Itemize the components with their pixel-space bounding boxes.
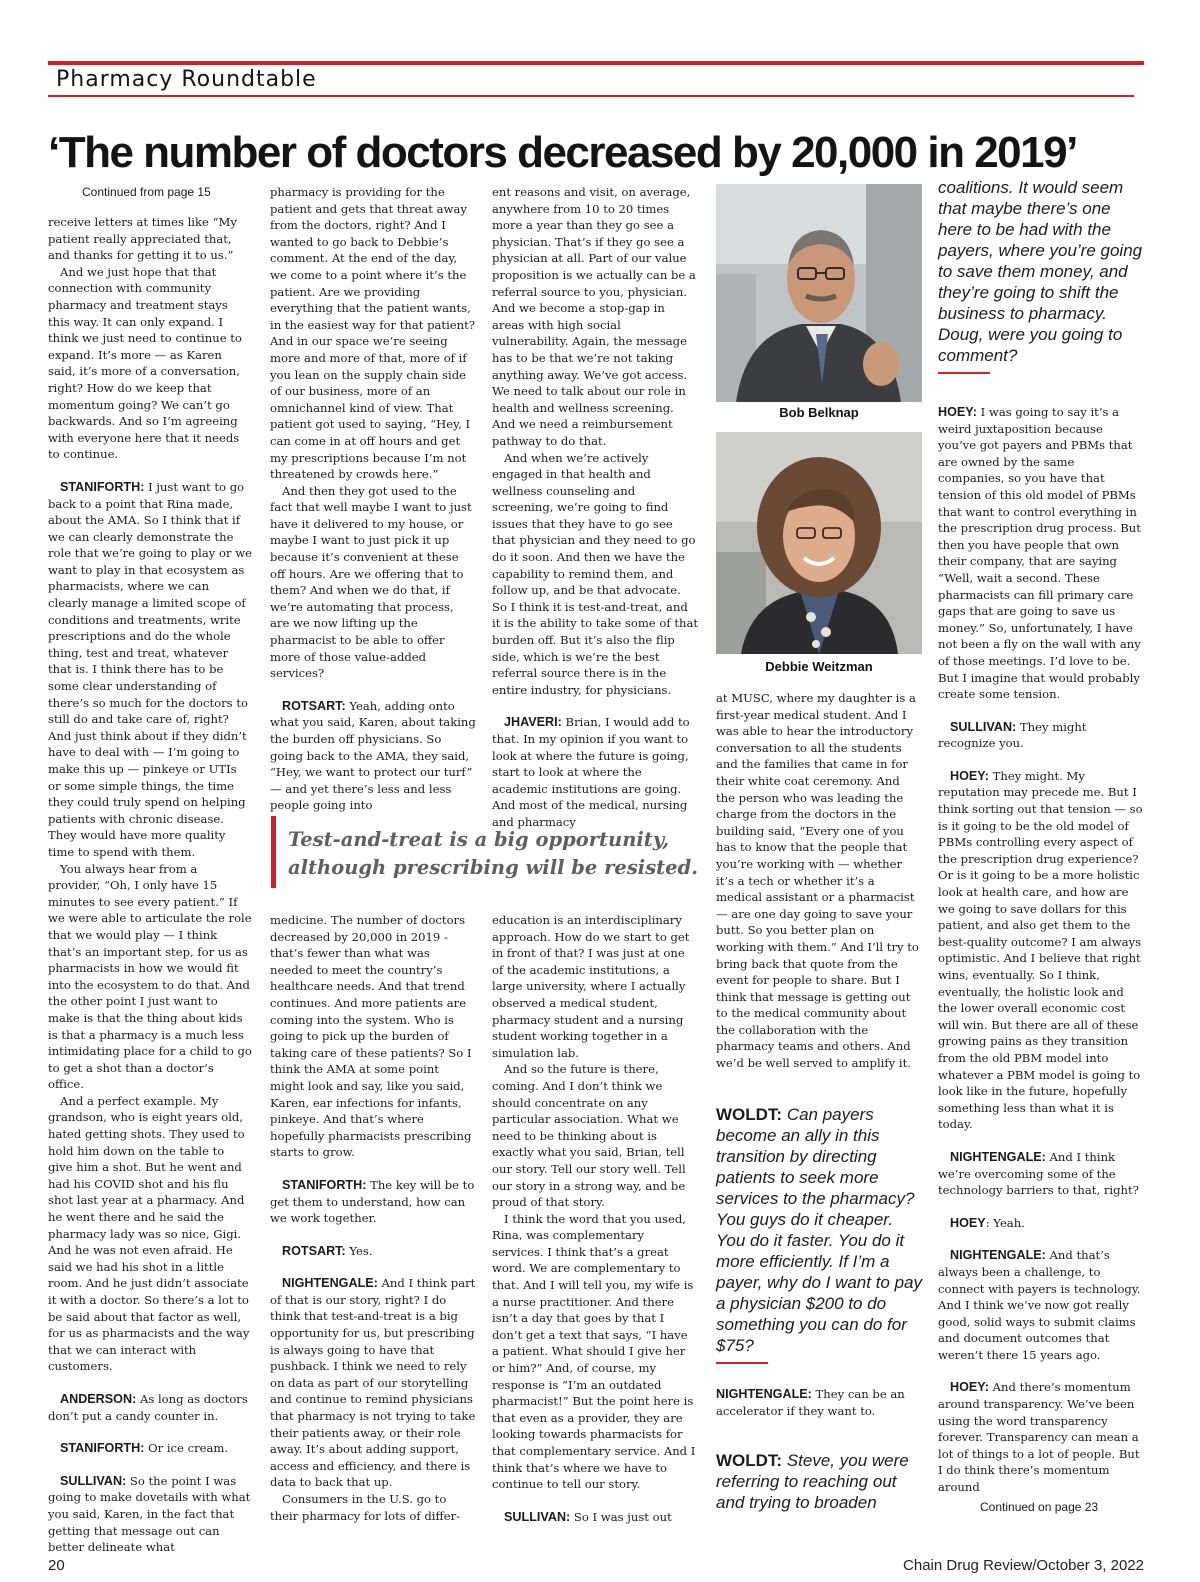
speaker-label: STANIFORTH:: [60, 1441, 145, 1456]
speaker-paragraph: [938, 1149, 1144, 1199]
speaker-label: NIGHTENGALE:: [716, 1387, 812, 1401]
top-rule: [48, 61, 1144, 65]
page-headline: ‘The number of doctors decreased by 20,000 in 2019’: [48, 128, 1077, 177]
column-5: [938, 404, 1144, 1495]
paragraph-text: And we just hope that that connection with community pharmacy and treatment stays this way. It can only expand. I think we just need to continue to expand. It’s more — as Karen said, it’s more of a conversation, right? How do we keep that momentum going? We can’t go backwards. And so I’m agreeing with everyone here that it needs to continue.: [48, 264, 242, 462]
column-3-bottom: [492, 912, 698, 1542]
speaker-label: NIGHTENGALE:: [282, 1276, 378, 1291]
body-paragraph: [492, 912, 698, 1061]
body-paragraph: [270, 184, 476, 483]
speaker-label: HOEY: [950, 1215, 986, 1230]
speaker-paragraph: [938, 768, 1144, 1133]
speaker-label: ROTSART:: [282, 1243, 346, 1258]
speaker-paragraph: [270, 698, 476, 814]
woldt-question-continued: coalitions. It would seem that maybe there’s one here to be had with the payers, where you’re going to save them money, and they’re going to shift the business to pharmacy. Doug, were you going to comment?: [938, 178, 1143, 365]
speaker-label: STANIFORTH:: [282, 1177, 367, 1192]
speaker-label: JHAVERI:: [504, 715, 562, 730]
paragraph-text: And so the future is there, coming. And I don’t think we should concentrate on any particular association. What we need to be thinking about is exactly what you said, Brian, tell our story. Tell our story well. Tell our story in a strong way, and be proud of that story.: [492, 1062, 686, 1210]
section-label: Pharmacy Roundtable: [56, 67, 317, 92]
speaker-paragraph: [938, 1379, 1144, 1495]
speaker-label: SULLIVAN:: [950, 719, 1017, 734]
question-rule-1: [716, 1362, 768, 1364]
column-2-bottom: [270, 912, 476, 1542]
body-paragraph: [492, 450, 698, 699]
body-paragraph: [492, 184, 698, 450]
speaker-label: HOEY:: [950, 768, 989, 783]
speaker-label: SULLIVAN:: [504, 1509, 571, 1524]
speaker-paragraph: [938, 404, 1144, 703]
paragraph-text: And when we’re actively engaged in that health and wellness counseling and screening, we’re going to find issues that they have to go see that physician and they need to go do it soon. And then we have the capability to remind them, and follow up, and be that advocate. So I think it is test-and-treat, and it is the ability to take some of that burden off. But it’s also the flip side, which is we’re the best referral source there is in the entire industry, for physicians.: [492, 450, 699, 697]
paragraph-text: I think the word that you used, Rina, was complementary services. I think that’s a great word. We are complementary to that. And I will tell you, my wife is a nurse practitioner. And there isn’t a day that goes by that I don’t get a text that says, “I have a patient. What should I give her or him?” And, of course, my response is “I’m an outdated pharmacist!” But the point here is that even as a provider, they are looking towards pharmacists for that complementary service. And I think that’s where we have to continue to tell our story.: [492, 1211, 696, 1492]
speaker-paragraph: [938, 719, 1144, 752]
paragraph-text: And I think we’re overcoming some of the technology barriers to that, right?: [938, 1149, 1139, 1198]
speaker-label: HOEY:: [938, 405, 977, 419]
body-paragraph: [492, 1061, 698, 1210]
paragraph-text: They can be an accelerator if they want to.: [716, 1387, 905, 1418]
speaker-paragraph: [48, 1391, 252, 1424]
paragraph-text: at MUSC, where my daughter is a first-year medical student. And I was able to hear the introductory conversation to all the students and the families that came in for their white coat ceremony. And the person who was leading the charge from the doctors in the building said, “Every one of you has to know that the people that you’re working with — whether it’s a tech or whether it’s a medical assistant or a pharmacist — are one day going to save your butt. So you better plan on working with them.” And I’ll try to bring back that quote from the event for people to share. But I think that message is getting out to the medical community about the collaboration with the pharmacy teams and others. And we’d be well served to amplify it.: [716, 691, 919, 1071]
speaker-label: SULLIVAN:: [60, 1473, 127, 1488]
speaker-label: ROTSART:: [282, 698, 346, 713]
portrait-woman-icon: [716, 432, 922, 654]
paragraph-text: So the point I was going to make dovetails with what you said, Karen, in the fact that getting that message out can better delineate what: [48, 1473, 251, 1555]
speaker-paragraph: [938, 1215, 1144, 1232]
publication-line: Chain Drug Review/October 3, 2022: [903, 1557, 1144, 1574]
question-text: Can payers become an ally in this transition by directing patients to seek more services to the pharmacy? You guys do it cheaper. You do it faster. You do it more efficiently. If I’m a payer, why do I want to pay a physician $200 to do something you can do for $75?: [716, 1105, 923, 1355]
body-paragraph: [716, 690, 922, 1072]
paragraph-text: They might recognize you.: [938, 719, 1087, 751]
paragraph-text: I was going to say it’s a weird juxtaposition because you’ve got payers and PBMs that are owned by the same companies, so you have that tension of this old model of PBMs that want to control everything in the prescription drug process. But then you have people that own their company, that are saying “Well, wait a second. These pharmacists can fill primary care gaps that are going to save us money.” So, unfortunately, I have not been a fly on the wall with any of those meetings. I’d love to be. But I imagine that would probably create some tension.: [938, 405, 1141, 702]
speaker-paragraph: [938, 1247, 1144, 1363]
paragraph-text: They might. My reputation may precede me. But I think sorting out that tension — so is it going to be the old model of PBMs controlling every aspect of the prescription drug experience? Or is it going to be a more holistic look at health care, and how are we going to save dollars for this patient, and also get them to the best-quality outcome? I am always optimistic. And I believe that right wins, eventually. So I think, eventually, the holistic look and the lower overall economic cost will win. But there are all of these growing pains as they transition from the old PBM model into whatever a PBM model is going to look like in the future, hopefully something less than what it is today.: [938, 768, 1143, 1132]
paragraph-text: So I was just out: [570, 1509, 672, 1524]
continued-from-note: Continued from page 15: [82, 185, 211, 199]
paragraph-text: And that’s always been a challenge, to connect with payers is technology. And I think we’ve now got really good, solid ways to submit claims and document outcomes that weren’t there 15 years ago.: [938, 1248, 1141, 1362]
column-1: [48, 214, 252, 1555]
continued-on-note: Continued on page 23: [980, 1500, 1099, 1514]
body-paragraph: [270, 483, 476, 682]
paragraph-text: Consumers in the U.S. go to their pharmacy for lots of differ-: [270, 1492, 461, 1523]
paragraph-text: As long as doctors don’t put a candy counter in.: [48, 1391, 248, 1423]
body-paragraph: [48, 214, 252, 264]
paragraph-text: And there’s momentum around transparency. We’ve been using the word transparency forever. Transparency can mean a lot of things to a lot of people. But I do think there’s momentum around: [938, 1380, 1140, 1495]
photo-caption-2: Debbie Weitzman: [765, 659, 873, 674]
column-3-top: [492, 184, 699, 829]
body-paragraph: [270, 1491, 476, 1524]
body-paragraph: [270, 912, 476, 1161]
speaker-paragraph: [270, 1177, 476, 1227]
column-4-top: [716, 690, 922, 1080]
speaker-paragraph: [492, 714, 698, 830]
paragraph-text: education is an interdisciplinary approach. How do we start to get in front of that? I was just at one of the academic institutions, a large university, where I actually observed a medical student, pharmacy student and a nursing student working together in a simulation lab.: [492, 913, 690, 1060]
question-text: Steve, you were referring to reaching out and trying to broaden: [716, 1451, 909, 1512]
column-2-top: [270, 184, 476, 813]
speaker-label: WOLDT:: [716, 1451, 783, 1470]
body-paragraph: [48, 861, 252, 1093]
paragraph-text: : Yeah.: [985, 1215, 1025, 1230]
speaker-paragraph: [48, 1440, 252, 1457]
photo-caption-1: Bob Belknap: [779, 405, 859, 420]
body-paragraph: [492, 1211, 698, 1493]
paragraph-text: ent reasons and visit, on average, anywhere from 10 to 20 times more a year than they go see a physician. That’s if they go see a physician at all. Part of our value proposition is we actually can be a referral source to you, physician. And we become a stop-gap in areas with high social vulnerability. Again, the message has to be that we’re not taking anything away. We’ve got access. We need to talk about our role in health and wellness screening. And we need a reimbursement pathway to do that.: [492, 185, 696, 448]
speaker-label: WOLDT:: [716, 1105, 783, 1124]
paragraph-text: medicine. The number of doctors decreased by 20,000 in 2019 - that’s fewer than what was needed to meet the country’s healthcare needs. And that trend continues. And more patients are coming into the system. Who is going to pick up the burden of taking care of these patients? So I think the AMA at some point might look and say, like you said, Karen, ear infections for infants, pinkeye. And that’s where hopefully pharmacists prescribing starts to grow.: [270, 913, 472, 1160]
body-paragraph: [48, 1093, 252, 1375]
speaker-paragraph: [48, 1473, 252, 1556]
paragraph-text: Or ice cream.: [144, 1441, 229, 1456]
speaker-paragraph: [270, 1275, 476, 1491]
paragraph-text: You always hear from a provider, “Oh, I only have 15 minutes to see every patient.” If we were able to articulate the role that we would play — I think that’s an important step, for us as pharmacists in how we would fit into the ecosystem to do that. And the other point I just want to make is that the thing about kids is that a pharmacy is a much less intimidating place for a child to go to get a shot than a doctor’s office.: [48, 861, 252, 1092]
question-rule-2: [938, 372, 990, 374]
paragraph-text: The key will be to get them to understand, how can we work together.: [270, 1177, 475, 1226]
speaker-label: HOEY:: [950, 1380, 989, 1395]
column-4-after-question: [716, 1386, 922, 1426]
paragraph-text: Brian, I would add to that. In my opinion if you want to look at where the future is going, start to look at where the academic institutions are going. And most of the medical, nursing and pharmacy: [492, 715, 690, 829]
speaker-paragraph: [716, 1386, 922, 1419]
pull-quote: Test-and-treat is a big opportunity, although prescribing will be resisted.: [288, 828, 699, 879]
paragraph-text: Yes.: [345, 1243, 373, 1258]
paragraph-text: pharmacy is providing for the patient and gets that threat away from the doctors, right? And I wanted to go back to Debbie’s comment. At the end of the day, we come to a point where it’s the patient. Are we providing everything that the patient wants, in the easiest way for that patient? And in our space we’re seeing more and more of that, more of if you lean on the supply chain side of our business, more of an omnichannel kind of view. That patient got used to saying, “Hey, I can come in at off hours and get my prescriptions because I’m not threatened by crowds here.”: [270, 185, 475, 482]
paragraph-text: And then they got used to the fact that well maybe I want to just have it delivered to my house, or maybe I want to just pick it up because it’s convenient at these off hours. Are we offering that to them? And when we do that, if we’re automating that process, are we now lifting up the pharmacist to be able to offer more of those value-added services?: [270, 483, 472, 681]
woldt-question-1: [716, 1104, 926, 1356]
paragraph-text: I just want to go back to a point that Rina made, about the AMA. So I think that if we can clearly demonstrate the role that we’re going to play or we want to play in that ecosystem as pharmacists, where we can clearly manage a limited scope of conditions and treatments, write prescriptions and do the whole thing, test and treat, whatever that is. I think there has to be some clear understanding of there’s so much for the doctors to still do and take care of, right? And just think about if they didn’t have to deal with — I’m going to make this up — pinkeye or UTIs or some simple things, the time they could truly spend on helping patients with chronic disease. They would have more quality time to spend with them.: [48, 479, 252, 859]
paragraph-text: Yeah, adding onto what you said, Karen, about taking the burden off physicians. So going back to the AMA, they said, “Hey, we want to protect our turf” — and yet there’s less and less people going into: [270, 698, 476, 813]
paragraph-text: And I think part of that is our story, right? I do think that test-and-treat is a big opportunity for us, but prescribing is always going to have that pushback. I think we need to rely on data as part of our storytelling and continue to remind physicians that pharmacy is not trying to take their patients away, or their role away. It’s about adding support, access and efficiency, and there is data to back that up.: [270, 1276, 476, 1490]
speaker-label: STANIFORTH:: [60, 479, 145, 494]
photo-bob-belknap: [716, 184, 922, 402]
pullquote-bar: [271, 816, 276, 888]
speaker-label: ANDERSON:: [60, 1391, 137, 1406]
portrait-man-icon: [716, 184, 922, 402]
page-number: 20: [48, 1557, 65, 1574]
speaker-label: NIGHTENGALE:: [950, 1248, 1046, 1263]
body-paragraph: [48, 264, 252, 463]
woldt-question-2: [716, 1450, 926, 1513]
speaker-paragraph: [270, 1243, 476, 1260]
speaker-paragraph: [492, 1509, 698, 1526]
photo-debbie-weitzman: [716, 432, 922, 654]
speaker-paragraph: [48, 479, 252, 861]
paragraph-text: And a perfect example. My grandson, who is eight years old, hated getting shots. They used to hold him down on the table to give him a shot. But he went and had his COVID shot and his flu shot last year at a pharmacy. And he went there and he said the pharmacy lady was so nice, Gigi. And he was not even afraid. He said we had his shot in a little room. And he just didn’t associate it with a doctor. So there’s a lot to be said about that factor as well, for us as pharmacists and the way that we can interact with customers.: [48, 1093, 250, 1374]
section-rule: [48, 95, 1134, 97]
paragraph-text: receive letters at times like “My patient really appreciated that, and thanks for getting it to us.”: [48, 215, 237, 263]
speaker-label: NIGHTENGALE:: [950, 1149, 1046, 1164]
